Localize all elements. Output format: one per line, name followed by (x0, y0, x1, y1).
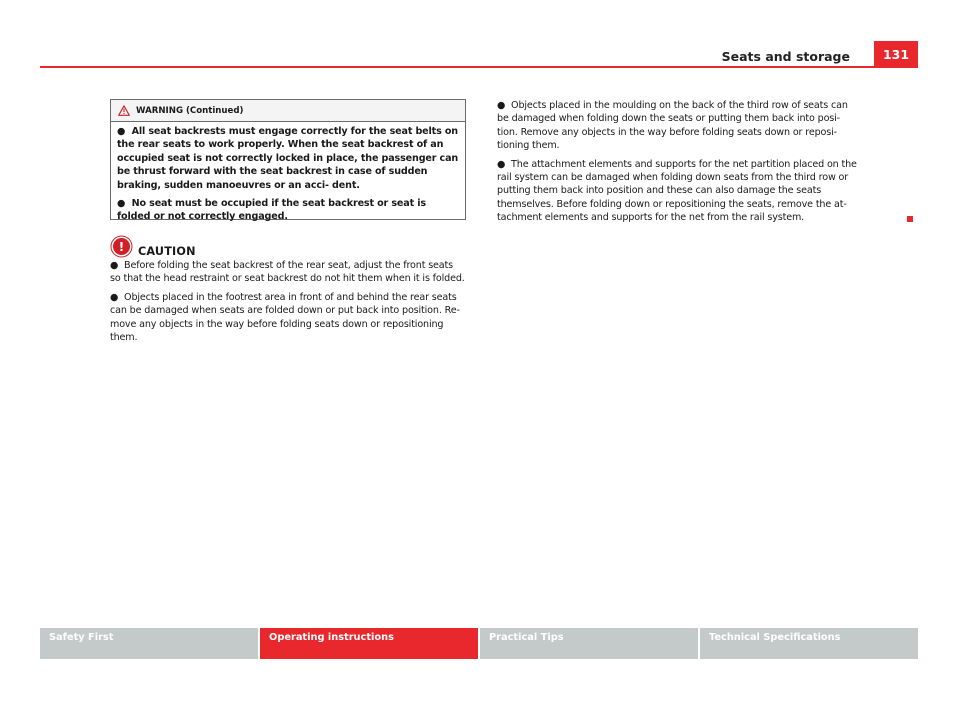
warning-paragraph: ● All seat backrests must engage correctly for the seat belts on the rear seats to work properly. When the seat backrest of an occupied seat is not correctly locked in place, the passenger can be thrust forward with the seat backrest in case of sudden braking, sudden manoeuvres or an acci- dent. (117, 126, 459, 191)
bullet: ● (110, 260, 119, 271)
header-divider (40, 66, 918, 68)
bullet: ● (117, 126, 126, 137)
warning-triangle-icon (118, 105, 130, 116)
footer-tab-practical-tips[interactable]: Practical Tips (480, 628, 698, 659)
bullet: ● (497, 100, 506, 111)
caution-exclamation-icon: ! (113, 238, 130, 255)
right-column (497, 99, 857, 230)
caution-paragraph: ● Objects placed in the footrest area in front of and behind the rear seats can be damaged when seats are folded down or put back into position. Re- move any objects in the way before folding seats down or repositioning them. (110, 291, 460, 344)
warning-title: WARNING (Continued) (136, 105, 244, 116)
caution-section (110, 234, 466, 349)
bullet: ● (497, 158, 506, 170)
page-number-badge: 131 (874, 41, 918, 67)
caution-title: CAUTION (138, 245, 196, 258)
caution-paragraph: ● Before folding the seat backrest of the rear seat, adjust the front seats so that the head restraint or seat backrest do not hit them when it is folded. (110, 260, 465, 285)
footer-tab-technical-specifications[interactable]: Technical Specifications (700, 628, 918, 659)
warning-box (110, 99, 466, 223)
warning-header (111, 100, 465, 122)
bullet: ● (117, 198, 126, 210)
footer-tab-operating-instructions[interactable]: Operating instructions (260, 628, 478, 659)
section-title: Seats and storage (721, 49, 850, 64)
section-end-marker (907, 216, 913, 222)
footer-tab-safety-first[interactable]: Safety First (40, 628, 258, 659)
warning-paragraph: ● No seat must be occupied if the seat backrest or seat is folded or not correctly engaged. (117, 198, 426, 223)
right-paragraph: ● Objects placed in the moulding on the back of the third row of seats can be damaged when folding down the seats or putting them back into posi- tion. Remove any objects in the way before folding seats down or reposi- tioning them. (497, 100, 848, 152)
bullet: ● (110, 291, 119, 303)
right-paragraph: ● The attachment elements and supports for the net partition placed on the rail system can be damaged when folding down seats from the third row or putting them back into position and these can also damage the seats themselves. Before folding down or repositioning the seats, remove the at- tachment elements and supports for the net from the rail system. (497, 158, 857, 224)
footer-nav (40, 628, 918, 659)
